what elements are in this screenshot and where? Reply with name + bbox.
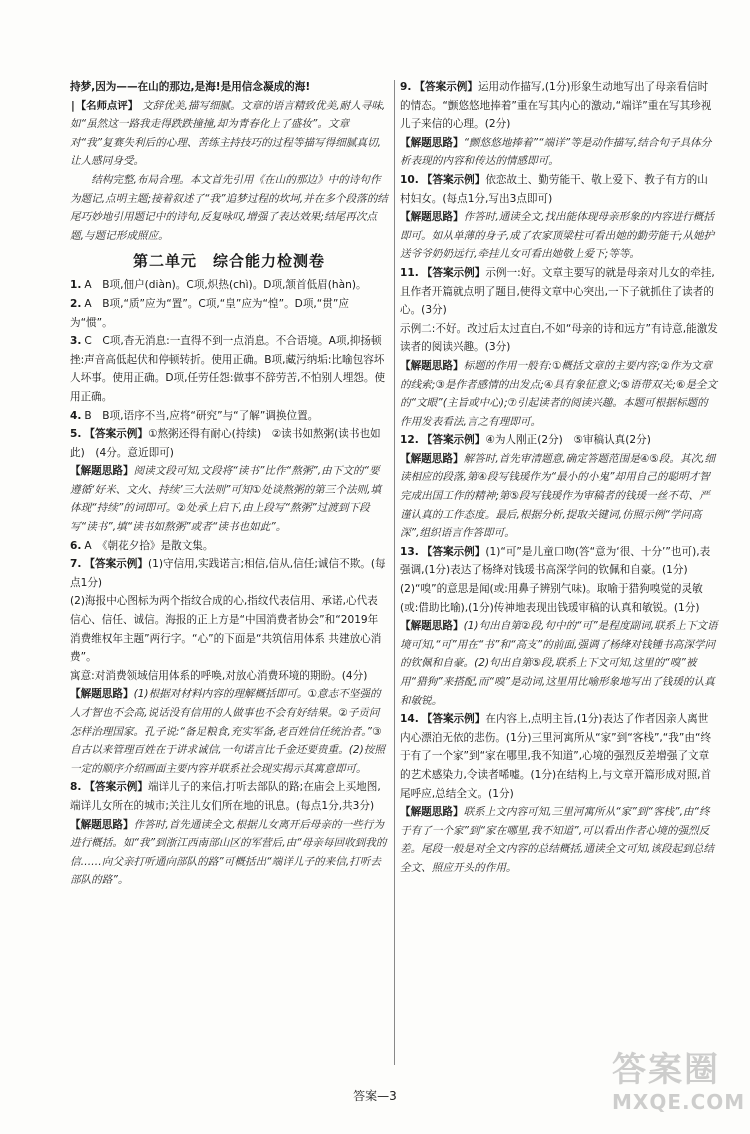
question-7 <box>70 555 388 592</box>
question-6 <box>70 537 388 556</box>
q5-answer: ①熬粥还得有耐心(持续) ②读书如熬粥(读书也如此) (4分。意近即可) <box>70 428 381 459</box>
essay-closing-line: 持梦,因为——在山的那边,是海!是用信念凝成的海! <box>70 81 311 93</box>
q7-number: 7. <box>70 558 82 571</box>
q9-answer-tag: 【答案示例】 <box>414 81 478 93</box>
question-5 <box>70 425 388 462</box>
q12-analysis-tag: 【解题思路】 <box>400 452 464 465</box>
q13-number: 13. <box>400 545 419 558</box>
q8-number: 8. <box>70 781 82 794</box>
q11-analysis-tag: 【解题思路】 <box>400 359 464 372</box>
q10-analysis-tag: 【解题思路】 <box>400 211 464 224</box>
q14-answer-tag: 【答案示例】 <box>421 713 486 726</box>
comment-tag: | 【名师点评】 <box>70 97 139 116</box>
watermark-domain: MXQE.COM <box>612 1090 746 1114</box>
left-column <box>70 78 388 890</box>
question-9 <box>400 78 718 134</box>
structure-comment: 结构完整,布局合理。本文首先引用《在山的那边》中的诗句作为题记,点明主题;接着叙述了“我”追梦过程的坎坷,并在多个段落的结尾巧妙地引用题记中的诗句,反复咏叹,增强了表达效果;结尾再次点题,与题记形成照应。 <box>70 173 388 242</box>
q11-answer-part2: 示例二:不好。改过后太过直白,不如“母亲的诗和远方”有诗意,能激发读者的阅读兴趣。(3分) <box>400 322 718 354</box>
q5-analysis <box>70 462 388 536</box>
q8-analysis-tag: 【解题思路】 <box>70 818 134 831</box>
q11-analysis-text: 标题的作用一般有:①概括文章的主要内容;②作为文章的线索;③是作者感情的出发点;④具有象征意义;⑤语带双关;⑥是全文的“文眼”(主旨或中心);⑦引起读者的阅读兴趣。本题可根据标题的作用发表看法,言之有理即可。 <box>400 359 718 428</box>
question-4 <box>70 407 388 426</box>
unit-title: 第二单元 综合能力检测卷 <box>132 252 325 271</box>
q5-number: 5. <box>70 428 82 441</box>
q9-analysis <box>400 134 718 171</box>
q9-number: 9. <box>400 81 412 93</box>
q12-number: 12. <box>400 434 419 447</box>
q8-answer: 端详儿子的来信,打听去部队的路;在庙会上买地图,端详儿女所在的城市;关注儿女们所在地的讯息。(每点1分,共3分) <box>70 781 381 812</box>
q9-analysis-tag: 【解题思路】 <box>400 136 464 149</box>
q5-analysis-tag: 【解题思路】 <box>70 465 134 478</box>
question-13 <box>400 543 718 580</box>
q10-analysis <box>400 208 718 264</box>
q8-analysis-text: 作答时,首先通读全文,根据儿女离开后母亲的一些行为进行概括。如“我”到浙江西南部山区的军营后,由“母亲每回收到我的信……向父亲打听通向部队的路”可概括出“端详儿子的来信,打听去部队的路”。 <box>70 818 387 887</box>
q9-analysis-text: “颤悠悠地捧着”“端详”等是动作描写,结合句子具体分析表现的内容和传达的情感即可。 <box>400 136 712 168</box>
q7-answer-tag: 【答案示例】 <box>84 558 148 571</box>
q5-answer-tag: 【答案示例】 <box>84 428 148 441</box>
q6-answer: A 《朝花夕拾》是散文集。 <box>84 539 214 552</box>
question-1 <box>70 276 388 295</box>
page-number: 答案—3 <box>353 1089 397 1103</box>
q6-number: 6. <box>70 539 82 552</box>
q3-answer: C C项,杳无消息:一直得不到一点消息。不合语境。A项,抑扬顿挫:声音高低起伏和停顿转折。使用正确。B项,藏污纳垢:比喻包容坏人坏事。使用正确。D项,任劳任怨:做事不辞劳苦,不怕别人埋怨。使用正确。 <box>70 335 386 403</box>
q2-answer: A B项,“质”应为“置”。C项,“皇”应为“惶”。D项,“贯”应为“惯”。 <box>70 297 349 329</box>
teacher-comment <box>70 97 388 171</box>
q12-answer: ④为人刚正(2分) ⑤审稿认真(2分) <box>485 434 651 447</box>
q7-answer-part2: (2)海报中心图标为两个指纹合成的心,指纹代表信用、承诺,心代表信心、信任、诚信。海报的正上方是“中国消费者协会”和“2019年消费维权年主题”两行字。“心”的下面是“共筑信用体系 共建放心消费”。 <box>70 595 382 664</box>
q11-answer: 示例一:好。文章主要写的就是母亲对儿女的牵挂,且作者开篇就点明了题目,使得文章中心突出,一下子就抓住了读者的心。(3分) <box>400 266 715 317</box>
question-3 <box>70 332 388 406</box>
q11-answer-tag: 【答案示例】 <box>421 266 486 279</box>
q3-number: 3. <box>70 335 82 348</box>
q14-answer: 在内容上,点明主旨,(1分)表达了作者因亲人离世内心漂泊无依的悲伤。(1分)三里河寓所从“家”到“客栈”,“我”由“终于有了一个家”到“家在哪里,我不知道”,心境的强烈反差增强了文章的艺术感染力,令读者唏嘘。(1分)在结构上,与文章开篇形成对照,首尾呼应,总结全文。(1分) <box>400 713 712 800</box>
q7-analysis-text: (1)根据对材料内容的理解概括即可。①意志不坚强的人才智也不会高,说话没有信用的人做事也不会有好结果。②子贡问怎样治理国家。孔子说:“备足粮食,充实军备,老百姓信任统治者。”③自古以来管理百姓在于讲求诚信,一句诺言比千金还要贵重。(2)按照一定的顺序介绍画面主要内容并联系社会现实揭示其寓意即可。 <box>70 688 385 775</box>
question-11 <box>400 264 718 320</box>
q4-number: 4. <box>70 409 82 422</box>
q12-answer-tag: 【答案示例】 <box>421 434 486 447</box>
q13-answer: (1)“可”是儿童口吻(答“意为‘很、十分’”也可),表强调,(1分)表达了杨绛对钱瑗书高深学问的钦佩和自豪。(1分) <box>400 545 711 577</box>
q11-analysis <box>400 357 718 431</box>
q13-answer-part2: (2)“嗅”的意思是闻(或:用鼻子辨别气味)。取喻于猎狗嗅觉的灵敏(或:借助比喻),(1分)传神地表现出钱瑗审稿的认真和敏锐。(1分) <box>400 583 703 614</box>
q12-analysis-text: 解答时,首先审清题意,确定答题范围是④⑤段。其次,细读相应的段落,第④段写钱瑗作为“最小的小鬼”却用自己的聪明才智完成出国工作的精神;第⑤段写钱瑗作为审稿者的钱瑗一丝不苟、严谨认真的工作态度。最后,根据分析,提取关键词,仿照示例“学问高深”,组织语言作答即可。 <box>400 452 716 540</box>
right-column <box>400 78 718 878</box>
q13-analysis <box>400 617 718 710</box>
question-2 <box>70 295 388 332</box>
q7-analysis <box>70 685 388 778</box>
q10-number: 10. <box>400 173 419 186</box>
q10-answer-tag: 【答案示例】 <box>421 173 486 186</box>
column-divider <box>394 80 395 1065</box>
q2-number: 2. <box>70 297 82 310</box>
q7-analysis-tag: 【解题思路】 <box>70 688 134 701</box>
q10-answer: 依恋故土、勤劳能干、敬上爱下、教子有方的山村妇女。(每点1分,写出3点即可) <box>400 173 708 205</box>
q7-answer: (1)守信用,实践诺言;相信,信从,信任;诚信不欺。(每点1分) <box>70 558 386 589</box>
q10-analysis-text: 作答时,通读全文,找出能体现母亲形象的内容进行概括即可。如从单薄的身子,成了农家顶梁柱可看出她的勤劳能干;从她护送爷爷奶奶远行,牵挂儿女可看出她敬上爱下;等等。 <box>400 211 715 261</box>
q14-number: 14. <box>400 713 419 726</box>
q13-answer-tag: 【答案示例】 <box>421 545 486 558</box>
q13-analysis-text: (1)句出自第②段,句中的“可”是程度副词,联系上下文语境可知,“可”用在“书”和“高支”的前面,强调了杨绛对钱锺书高深学问的钦佩和自豪。(2)句出自第⑤段,联系上下文可知,这里的“嗅”被用“猎狗”来搭配,而“嗅”是动词,这里用比喻形象地写出了钱瑗的认真和敏锐。 <box>400 620 718 707</box>
q1-answer: A B项,佃户(diàn)。C项,炽热(chì)。D项,颔首低眉(hàn)。 <box>84 279 367 292</box>
q5-analysis-text: 阅读文段可知,文段将“读书”比作“熬粥”,由下文的“要遵循‘好米、文火、持续’三大法则”可知①处谈熬粥的第三个法则,填体现“持续”的词即可。②处承上启下,由上段写“熬粥”过渡到下段写“读书”,填“读书如熬粥”或者“读书也如此”。 <box>70 465 382 534</box>
question-12 <box>400 431 718 450</box>
q8-analysis <box>70 816 388 890</box>
question-14 <box>400 710 718 803</box>
watermark-logo-text: 答案圈 <box>612 1050 720 1090</box>
site-watermark <box>612 1050 746 1125</box>
q14-analysis-tag: 【解题思路】 <box>400 806 464 819</box>
q1-number: 1. <box>70 279 82 292</box>
q9-answer: 运用动作描写,(1分)形象生动地写出了母亲看信时的情态。“颤悠悠地捧着”重在写其内心的激动,“端详”重在写其珍视儿子来信的心理。(2分) <box>400 81 712 131</box>
q7-answer-part3: 寓意:对消费领域信用体系的呼唤,对放心消费环境的期盼。(4分) <box>70 669 368 682</box>
q13-analysis-tag: 【解题思路】 <box>400 620 464 633</box>
comment-text: 文辞优美,描写细腻。文章的语言精致优美,耐人寻味,如“虽然这一路我走得跌跌撞撞,却为青春化上了盛妆”。文章对“我”复赛失利后的心理、苦练主持技巧的过程等描写得细腻真切,让人感同身受。 <box>70 99 386 168</box>
question-8 <box>70 778 388 815</box>
q4-answer: B B项,语序不当,应将“研究”与“了解”调换位置。 <box>84 409 319 422</box>
q12-analysis <box>400 450 718 543</box>
q8-answer-tag: 【答案示例】 <box>84 781 148 794</box>
question-10 <box>400 171 718 208</box>
q14-analysis-text: 联系上文内容可知,三里河寓所从“家”到“客栈”,由“终于有了一个家”到“家在哪里,我不知道”,可以看出作者心境的强烈反差。尾段一般是对全文内容的总结概括,通读全文可知,该段起到总结全文、照应开头的作用。 <box>400 806 714 874</box>
q11-number: 11. <box>400 266 419 279</box>
q14-analysis <box>400 803 718 877</box>
